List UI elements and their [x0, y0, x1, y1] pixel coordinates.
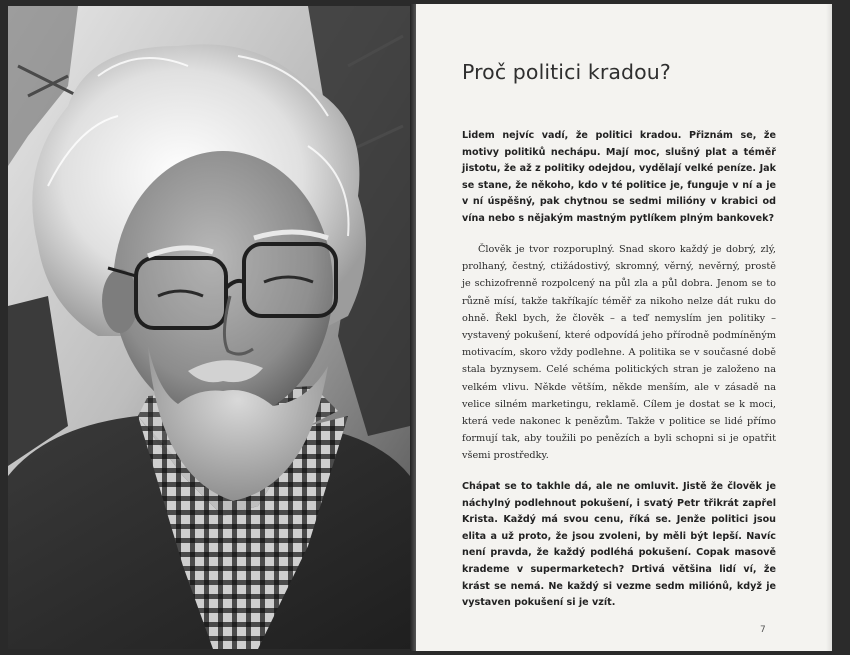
page-number: 7: [760, 625, 766, 635]
portrait-photo: [8, 6, 410, 649]
scan-edge: [832, 0, 850, 655]
text-page: [416, 4, 832, 651]
photo-page: [8, 6, 410, 649]
intro-paragraph: Lidem nejvíc vadí, že politici kradou. Přiznám se, že motivy politiků nechápu. Mají moc, slušný plat a téměř jistotu, že až z politiky odejdou, vydělají velké peníze. Jak se stane, že někoho, kdo v té politice je, funguje v ní a je v ní úspěšný, pak chytnou se sedmi milióny v krabici od vína nebo s nějakým mastným pytlíkem plným bankovek?: [462, 130, 776, 224]
closing-paragraph: Chápat se to takhle dá, ale ne omluvit. Jistě že člověk je náchylný podlehnout pokušení, i svatý Petr třikrát zapřel Krista. Každý má svou cenu, říká se. Jenže politici jsou elita a už proto, že jsou zvoleni, by měli být lepší. Navíc není pravda, že každý podléhá pokušení. Copak masově krademe v supermarketech? Drtivá většina lidí ví, že krást se nemá. Ne každý si vezme sedm miliónů, když je vystaven pokušení si je vzít.: [462, 481, 776, 609]
chapter-heading: Proč politici kradou?: [462, 60, 671, 84]
body-paragraph: Člověk je tvor rozporuplný. Snad skoro každý je dobrý, zlý, prolhaný, čestný, ctižádostivý, skromný, věrný, nevěrný, prostě je schizofrenně rozpolcený na půl zla a půl dobra. Jenom se to různě mísí, takže takříkajíc téměř za nikoho nelze dát ruku do ohně. Řekl bych, že člověk – a teď nemyslím jen politiky – vystavený pokušení, které odpovídá jeho přírodně podmíněným motivacím, skoro vždy podlehne. A politika se v současné době stala byznysem. Celé schéma politických stran je založeno na velkém vlivu. Někde větším, někde menším, ale v zásadě na velice silném marketingu, reklamě. Cílem je dostat se k moci, která vede nakonec k penězům. Takže v politice se lidé přímo formují tak, aby toužili po penězích a byli schopni si je opatřit všemi prostředky.: [462, 244, 776, 462]
